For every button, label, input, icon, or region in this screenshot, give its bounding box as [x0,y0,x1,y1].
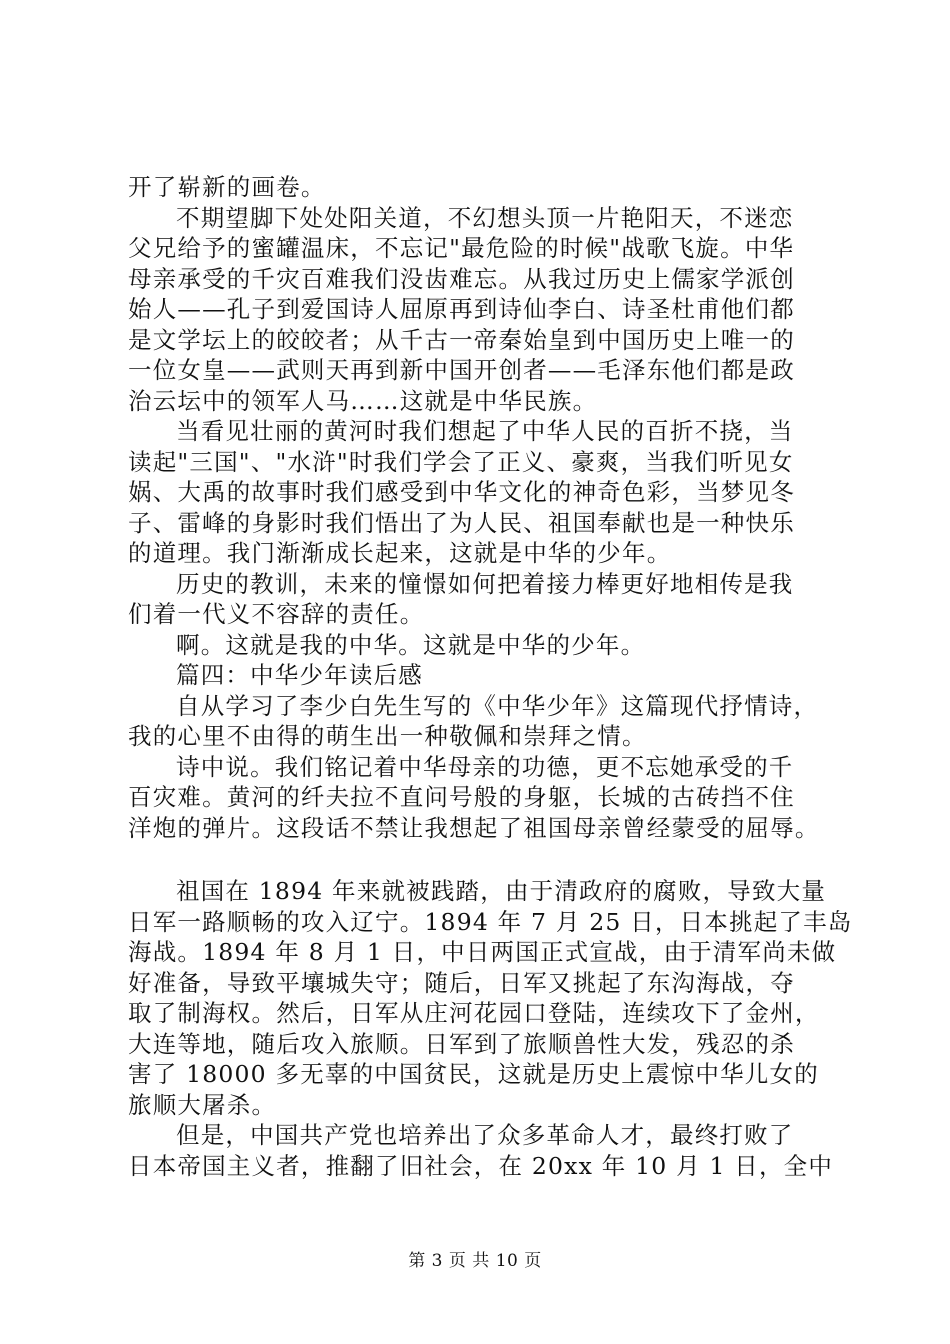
paragraph-start: 不期望脚下处处阳关道，不幻想头顶一片艳阳天，不迷恋 [176,203,794,232]
paragraph-start: 但是，中国共产党也培养出了众多革命人才，最终打败了 [176,1121,794,1149]
text-line: 读起"三国"、"水浒"时我们学会了正义、豪爽，当我们听见女 [128,447,794,476]
page-footer: 第 3 页 共 10 页 [408,1251,542,1271]
text-line: 一位女皇——武则天再到新中国开创者——毛泽东他们都是政 [128,356,795,384]
text-line: 母亲承受的千灾百难我们没齿难忘。从我过历史上儒家学派创 [128,264,795,293]
text-line: 我的心里不由得的萌生出一种敬佩和崇拜之情。 [128,722,647,750]
text-line: 始人——孔子到爱国诗人屈原再到诗仙李白、诗圣杜甫他们都 [128,295,795,323]
text-line: 日本帝国主义者，推翻了旧社会，在 20xx 年 10 月 1 日，全中 [128,1151,834,1180]
document-body-continued [128,876,853,1181]
document-body [128,172,828,843]
paragraph-start: 历史的教训，未来的憧憬如何把着接力棒更好地相传是我 [176,569,794,598]
text-line: 洋炮的弹片。这段话不禁让我想起了祖国母亲曾经蒙受的屈辱。 [128,813,820,842]
paragraph-start: 诗中说。我们铭记着中华母亲的功德，更不忘她承受的千 [176,752,794,781]
section-heading: 篇四：中华少年读后感 [176,661,423,689]
paragraph-start: 啊。这就是我的中华。这就是中华的少年。 [176,630,646,659]
text-line: 们着一代义不容辞的责任。 [128,600,425,628]
text-line: 取了制海权。然后，日军从庄河花园口登陆，连续攻下了金州， [128,999,820,1027]
text-line: 娲、大禹的故事时我们感受到中华文化的神奇色彩，当梦见冬 [128,478,795,506]
text-line: 旅顺大屠杀。 [128,1090,277,1119]
text-line: 开了崭新的画卷。 [128,173,326,201]
text-line: 子、雷峰的身影时我们悟出了为人民、祖国奉献也是一种快乐 [128,508,795,537]
text-line: 日军一路顺畅的攻入辽宁。1894 年 7 月 25 日，日本挑起了丰岛 [128,907,853,936]
text-line: 害了 18000 多无辜的中国贫民，这就是历史上震惊中华儿女的 [128,1060,819,1088]
text-line: 是文学坛上的皎皎者；从千古一帝秦始皇到中国历史上唯一的 [128,325,795,354]
text-line: 百灾难。黄河的纤夫拉不直问号般的身躯，长城的古砖挡不住 [128,783,795,811]
text-line: 好准备，导致平壤城失守；随后，日军又挑起了东沟海战，夺 [128,968,795,997]
paragraph-start: 当看见壮丽的黄河时我们想起了中华人民的百折不挠，当 [176,417,794,445]
text-line: 治云坛中的领军人马……这就是中华民族。 [128,386,598,415]
text-line: 大连等地，随后攻入旅顺。日军到了旅顺兽性大发，残忍的杀 [128,1029,795,1058]
text-line: 的道理。我门渐渐成长起来，这就是中华的少年。 [128,539,672,567]
text-line: 父兄给予的蜜罐温床，不忘记"最危险的时候"战歌飞旋。中华 [128,234,795,262]
paragraph-start: 自从学习了李少白先生写的《中华少年》这篇现代抒情诗， [176,691,819,720]
paragraph-start: 祖国在 1894 年来就被践踏，由于清政府的腐败，导致大量 [176,877,827,905]
text-line: 海战。1894 年 8 月 1 日，中日两国正式宣战，由于清军尚未做 [128,938,837,966]
